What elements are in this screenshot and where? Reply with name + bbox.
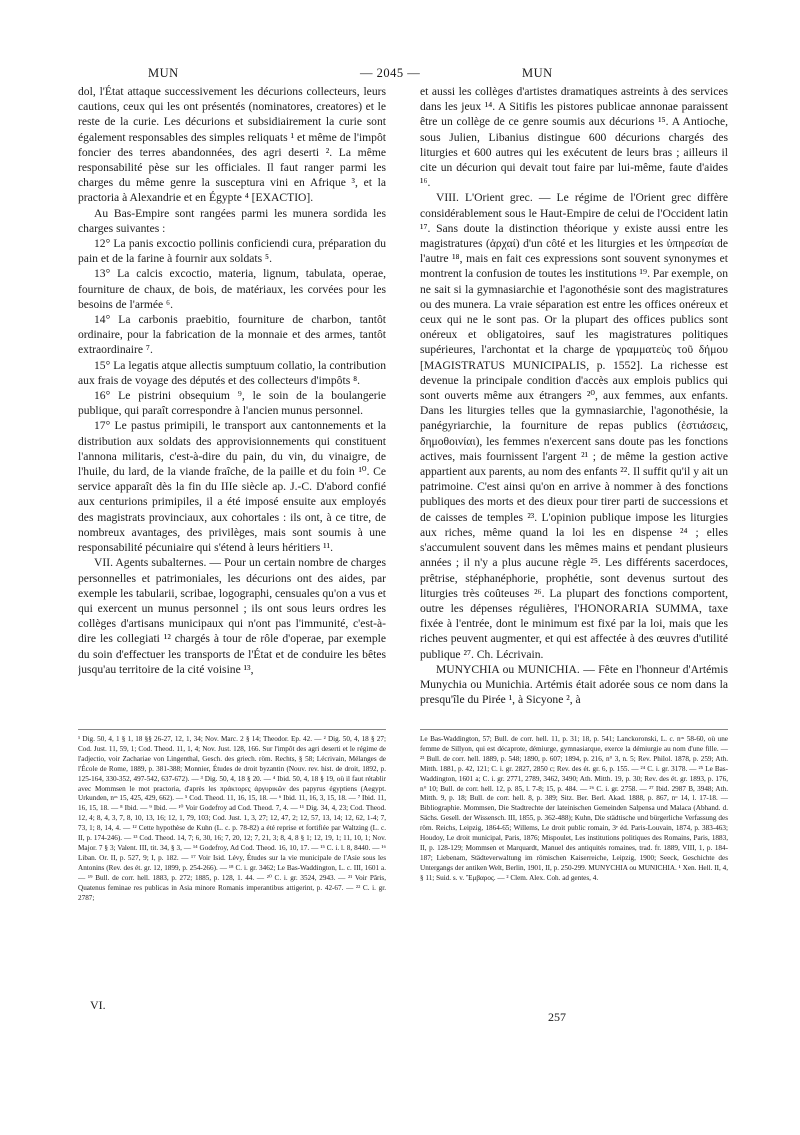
paragraph: 12° La panis excoctio pollinis conficiendi cura, préparation du pain et de la farine à fournir aux soldats ⁵. xyxy=(78,237,386,266)
paragraph: dol, l'État attaque successivement les décurions collecteurs, leurs cautions, ceux qui les ont présentés (nominatores, creatores) et le reste de la curie. Les décurions et subsidiairement la curie sont également responsables des simples reliquats ¹ et même de l'impôt foncier des terres abandonnées, des agri deserti ². La même responsabilité pèse sur les officiales. Il faut ranger parmi les charges du même genre la susceptura vini en Afrique ³, et la practoria à Alexandrie et en Égypte ⁴ [EXACTIO]. xyxy=(78,85,386,205)
footnote-divider xyxy=(78,729,386,730)
footnotes-left: ¹ Dig. 50, 4, 1 § 1, 18 §§ 26-27, 12, 1, 34; Nov. Marc. 2 § 14; Theodor. Ep. 42. — ² Dig. 50, 4, 18 § 27; Cod. Just. 11, 59, 1; Cod. Theod. 11, 1, 4; Nov. Just. 128, 166. Sur l'impôt des agri deserti et le régime de l'adjectio, voir Zachariae von Lingenthal, Gesch. des griech. röm. Rechts, § 58; Lécrivain, Mélanges de l'École de Rome, 1889, p. 381-388; Monnier, Études de droit byzantin (Nouv. rev. hist. de droit, 1892, p. 125-164, 330-352, 497-542, 637-672). — ³ Dig. 50, 4, 18 § 20. — ⁴ Ibid. 50, 4, 18 § 19, où il faut rétablir avec Mommsen le mot practoria, d'après les πράκτορες ἀργυρικῶν des papyrus égyptiens (Aegypt. Urkunden, nᵒˢ 15, 425, 429, 662). — ⁵ Cod. Theod. 11, 16, 15, 18. — ⁶ Ibid. 11, 16, 3, 15, 18. — ⁷ Ibid. 11, 16, 15, 18. — ⁸ Ibid. — ⁹ Ibid. — ¹⁰ Voir Godefroy ad Cod. Theod. 7, 4. — ¹¹ Dig. 34, 4, 23; Cod. Theod. 12, 4; 8, 4, 3, 7, 8, 10, 13, 16; 12, 1, 79, 103; Cod. Just. 1, 3, 27; 12, 47, 2; 12, 57, 13, 14; 12, 62, 1-4; 7, 73, 1; 8, 14, 4. — ¹² Cette hypothèse de Kuhn (L. c. p. 78-82) a été reprise et fortifiée par Waltzing (L. c. II, p. 174-246). — ¹³ Cod. Theod. 14, 7; 6, 30, 16; 7, 20, 12; 7, 21, 3; 8, 4, 8 § 1; 12, 19, 1; 11, 10, 1; Nov. Major. 7 § 3; Valent. III, tit. 34, § 3, — ¹⁴ Godefroy, Ad Cod. Theod. 16, 10, 17. — ¹⁵ C. i. l. 8, 8440. — ¹⁶ Liban. Or. II, p. 527, 9; I, p. 182. — ¹⁷ Voir Isid. Lévy, Études sur la vie municipale de l'Asie sous les Antonins (Rev. des ét. gr. 12, 1899, p. 254-266). — ¹⁸ C. i. gr. 3462; Le Bas-Waddington, L. c. III, 1601 a. — ¹⁹ Bull. de corr. hell. 1883, p. 272; 1885, p. 128, 1. 44. — ²⁰ C. i. gr. 3524, 2943. — ²¹ Voir Pâris, Quatenus feminae res publicas in Asia minore Romanis imperantibus attigerint, p. 42-67. — ²² C. i. gr. 2787; xyxy=(78,735,386,902)
paragraph: 15° La legatis atque allectis sumptuum collatio, la contribution aux frais de voyage des députés et des collecteurs d'impôts ⁸. xyxy=(78,358,386,387)
right-column xyxy=(420,84,728,719)
footnotes-right: Le Bas-Waddington, 57; Bull. de corr. hell. 11, p. 31; 18, p. 541; Lanckoronski, L. c. nᵒˢ 58-60, où une femme de Sillyon, qui est décaprote, démiurge, gymnasiarque, exerce la démiurgie au nom d'une fille. — ²³ Bull. de corr. hell. 1889, p. 548; 1890, p. 607; 1894, p. 216, n° 3, n. 5; Rev. Philol. 1878, p. 259; Ath. Mitth. 1881, p. 42, 121; C. i. gr. 2827, 2850 c; Rev. des ét. gr. 6, p. 155. — ²⁴ C. i. gr. 3178. — ²⁵ Le Bas-Waddington, 1601 a; C. i. gr. 2771, 2789, 3462, 3490; Ath. Mitth. 19, p. 30; Rev. des ét. gr. 1893, p. 176, n° 10; Bull. de corr. hell. 12, p. 85, l. 7-8; 15, p. 484. — ²⁶ C. i. gr. 2758. — ²⁷ Ibid. 2987 B, 3948; Ath. Mitth. 9, p. 18; Bull. de corr. hell. 8, p. 389; Sitz. Ber. Berl. Akad. 1888, p. 867, nᵒ 14, l. 17-18. — Bibliographie. Mommsen, Die Stadtrechte der lateinischen Gemeinden Salpensa und Malaca (Abhand. d. Sächs. Gesell. der Wissensch. III, 1855, p. 362-488); Kuhn, Die städtische und bürgerliche Verfassung des röm. Reichs, Leipzig, 1864-65; Willems, Le droit public romain, 3ᵉ éd. Paris-Louvain, 1874, p. 383-463; Houdoy, Le droit municipal, Paris, 1876; Mispoulet, Les institutions politiques des Romains, Paris, 1883, II, p. 128-129; Mommsen et Marquardt, Manuel des antiquités romaines, trad. fr. 1889, VIII, 1, p. 184-187; Liebenam, Städteverwaltung im römischen Kaiserreiche, Leipzig, 1900; Seeck, Geschichte des Untergangs der antiken Welt, Berlin, 1901, II, p. 250-299. MUNYCHIA ou MUNICHIA. ¹ Xen. Hell. II, 4, § 11; Suid. s. v. Ἔμβαρος. — ² Clem. Alex. Coh. ad gentes, 4. xyxy=(420,735,728,882)
paragraph: VIII. L'Orient grec. — Le régime de l'Orient grec diffère considérablement sous le Haut-Empire de celui de l'Occident latin ¹⁷. Sans doute la distinction théorique y existe aussi entre les magistratures (ἀρχαί) d'un côté et les liturgies et les ὑπηρεσίαι de l'autre ¹⁸, mais en fait ces expressions sont souvent synonymes et montrent la confusion de toutes les institutions ¹⁹. Par exemple, on ne sait si la gymnasiarchie et l'agonothésie sont des magistratures ou des munera. La vraie séparation est entre les offices onéreux et ceux qui ne le sont pas. Or la plupart des offices publics sont onéreux et obligatoires, sauf les magistratures politiques supérieures, l'archontat et la charge de γραμματεὺς τοῦ δήμου [MAGISTRATUS MUNICIPALIS, p. 1552]. La richesse est devenue la principale condition d'accès aux emplois publics qui sont ouverts même aux étrangers ²⁰, aux femmes, aux enfants. Dans les liturgies telles que la gymnasiarchie, l'agonothésie, la panégyriarchie, la fourniture de repas publics (ἑστιάσεις, δημοθοινίαι), les femmes n'exercent sans doute pas les fonctions actives, mais fournissent l'argent ²¹ ; de même la gestion active appartient aux parents, au nom des enfants ²². Il suffit qu'il y ait un patrimoine. C'est ainsi qu'on en arrive à nommer à des fonctions publiques des morts et des dieux pour tirer parti de successions et de caisses de temples ²³. L'opinion publique impose les liturgies aux riches, même quand la loi les en dispense ²⁴ ; elles s'accumulent souvent dans les mêmes mains et pendant plusieurs années ; il n'y a plus aucune règle ²⁵. Les différents sacerdoces, prêtrise, stéphanéphorie, prophétie, sont devenus surtout des liturgies très coûteuses ²⁶. La plupart des fonctions comportent, outre les dépenses régulières, l'HONORARIA SUMMA, taxe fixée à l'entrée, dont le minimum est fixé par la loi, mais que les riches peuvent augmenter, et qui est affectée à des œuvres d'utilité publique ²⁷. Ch. Lécrivain. xyxy=(420,191,728,661)
paragraph: VII. Agents subalternes. — Pour un certain nombre de charges personnelles et patrimoniales, les décurions ont des aides, par exemple les tabularii, scribae, logographi, censuales qu'on a vus et qui exercent un munus personnel ; ils ont sous leurs ordres les collèges d'artisans municipaux qui n'ont pas l'immunité, c'est-à-dire les collegiati ¹² chargés à tour de rôle d'operae, par exemple du soin d'effectuer les transports de l'État et de conduire les bêtes jusqu'au territoire de la cité voisine ¹³, xyxy=(78,556,386,676)
paragraph: 14° La carbonis praebitio, fourniture de charbon, tantôt ordinaire, pour la fabrication de la monnaie et des armes, tantôt extraordinaire ⁷. xyxy=(78,313,386,357)
footnote-divider xyxy=(420,729,728,730)
paragraph: Au Bas-Empire sont rangées parmi les munera sordida les charges suivantes : xyxy=(78,206,386,235)
signature-mark: VI. xyxy=(90,998,106,1012)
paragraph: 13° La calcis excoctio, materia, lignum, tabulata, operae, fourniture de chaux, de bois, de matériaux, les corvées pour les besoins de l'armée ⁶. xyxy=(78,267,386,311)
left-column xyxy=(78,84,386,724)
page-number-header: — 2045 — xyxy=(360,66,421,80)
page-number-footer: 257 xyxy=(548,1010,566,1024)
paragraph: 17° Le pastus primipili, le transport aux cantonnements et la distribution aux soldats des approvisionnements qui constituent l'annona militaris, c'est-à-dire du pain, du vin, du vinaigre, de l'huile, du lard, de la viande fraîche, de la paille et du foin ¹⁰. Ce service apparaît dès la fin du IIIe siècle ap. J.-C. D'abord confié aux centurions primipiles, il a été imposé ensuite aux employés des magistrats provinciaux, aux cohortales : ils ont, à ce titre, de nombreux avantages, des privilèges, mais sont soumis à une responsabilité pécuniaire qui s'étend à leurs héritiers ¹¹. xyxy=(78,419,386,555)
paragraph: et aussi les collèges d'artistes dramatiques astreints à des services dans les jeux ¹⁴. A Sitifis les pistores publicae annonae paraissent être un collège de ce genre soumis aux décurions ¹⁵. A Antioche, sous Julien, Libanius distingue 600 décurions chargés des liturgies et 600 autres qui les exécutent de leurs bras ; ailleurs il cite un décurion qui devait tout faire par lui-même, faute d'aides ¹⁶. xyxy=(420,85,728,190)
paragraph: MUNYCHIA ou MUNICHIA. — Fête en l'honneur d'Artémis Munychia ou Munichia. Artémis était adorée sous ce nom dans la presqu'île du Pirée ¹, à Sicyone ², à xyxy=(420,662,728,707)
header-right: MUN xyxy=(522,66,553,80)
running-header xyxy=(0,66,800,82)
header-left: MUN xyxy=(148,66,179,80)
paragraph: 16° Le pistrini obsequium ⁹, le soin de la boulangerie publique, qui paraît correspondre à l'ancien munus personnel. xyxy=(78,389,386,418)
